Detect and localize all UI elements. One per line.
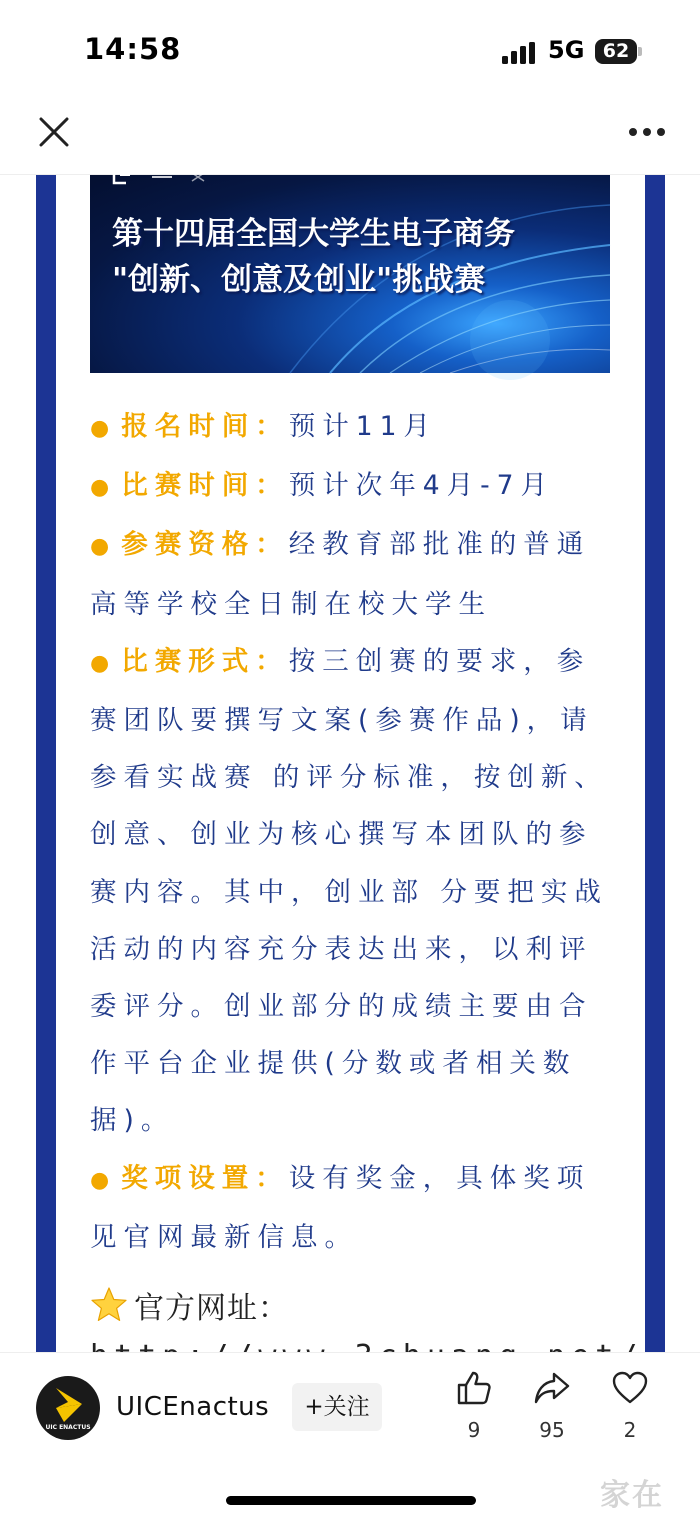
frame-border-left (36, 175, 56, 1352)
info-text: 设有奖金，具体奖项见官网最新信息。 (90, 1162, 591, 1253)
follow-button[interactable]: +关注 (292, 1383, 382, 1431)
info-item-competition-time (90, 457, 610, 516)
status-time: 14:58 (84, 32, 182, 66)
info-text: 按三创赛的要求，参赛团队要撰写文案(参赛作品)，请参看实战赛 的评分标准，按创新、创意、创业为核心撰写本团队的参赛内容。其中，创业部 分要把实战活动的内容充分表达出来，以利评委评分。创业部分的成绩主要由合 作平台企业提供(分数或者相关数据)。 (90, 645, 608, 1137)
banner-title (112, 211, 592, 303)
info-label: 参赛资格： (121, 529, 289, 561)
home-indicator[interactable] (226, 1496, 476, 1505)
signal-icon (502, 42, 538, 64)
share-action[interactable] (520, 1370, 584, 1442)
info-text: 预计11月 (288, 411, 437, 442)
info-label: 比赛形式： (121, 645, 289, 677)
status-bar (0, 0, 700, 100)
info-text: 经教育部批准的普通高等学校全日制在校大学生 (90, 529, 591, 620)
battery-level: 62 (602, 40, 630, 62)
competition-info (90, 398, 610, 1266)
article-content (0, 175, 700, 1352)
banner-title-line1: 第十四届全国大学生电子商务 (112, 216, 515, 252)
bullet-icon: ● (90, 416, 110, 441)
competition-banner (90, 175, 610, 373)
avatar-text: UIC ENACTUS (45, 1424, 91, 1431)
banner-logo-graphic (112, 171, 222, 185)
heart-icon (612, 1370, 648, 1406)
battery-icon (595, 39, 637, 64)
bullet-icon: ● (90, 1167, 110, 1193)
thumbs-up-icon (456, 1370, 492, 1406)
network-type: 5G (548, 36, 585, 64)
star-icon (90, 1286, 128, 1324)
info-label: 奖项设置： (121, 1162, 289, 1194)
official-site-heading (90, 1283, 289, 1327)
avatar[interactable] (36, 1376, 100, 1440)
frame-border-right (645, 175, 665, 1352)
close-icon[interactable] (38, 116, 70, 148)
bullet-icon: ● (90, 475, 110, 501)
info-item-eligibility (90, 516, 610, 632)
favorite-count: 2 (623, 1418, 637, 1442)
nav-bar (0, 100, 700, 175)
info-item-awards (90, 1150, 610, 1266)
like-count: 9 (467, 1418, 481, 1442)
share-arrow-icon (534, 1370, 570, 1406)
like-action[interactable] (442, 1370, 506, 1442)
banner-title-line2: "创新、创意及创业"挑战赛 (112, 262, 486, 298)
more-dots-icon[interactable] (628, 126, 666, 138)
bullet-icon: ● (90, 650, 110, 676)
info-item-registration (90, 398, 610, 457)
bullet-icon: ● (90, 534, 110, 560)
battery-cap (638, 47, 642, 56)
official-site-label: 官方网址： (134, 1291, 289, 1326)
info-label: 报名时间： (121, 411, 289, 442)
watermark: 家在 (600, 1478, 664, 1513)
account-name[interactable]: UICEnactus (116, 1392, 270, 1422)
share-count: 95 (539, 1418, 565, 1442)
info-label: 比赛时间： (121, 470, 289, 502)
favorite-action[interactable] (598, 1370, 662, 1442)
info-text: 预计次年4月-7月 (288, 470, 554, 502)
bottom-action-bar (0, 1352, 700, 1519)
info-item-format (90, 633, 610, 1150)
